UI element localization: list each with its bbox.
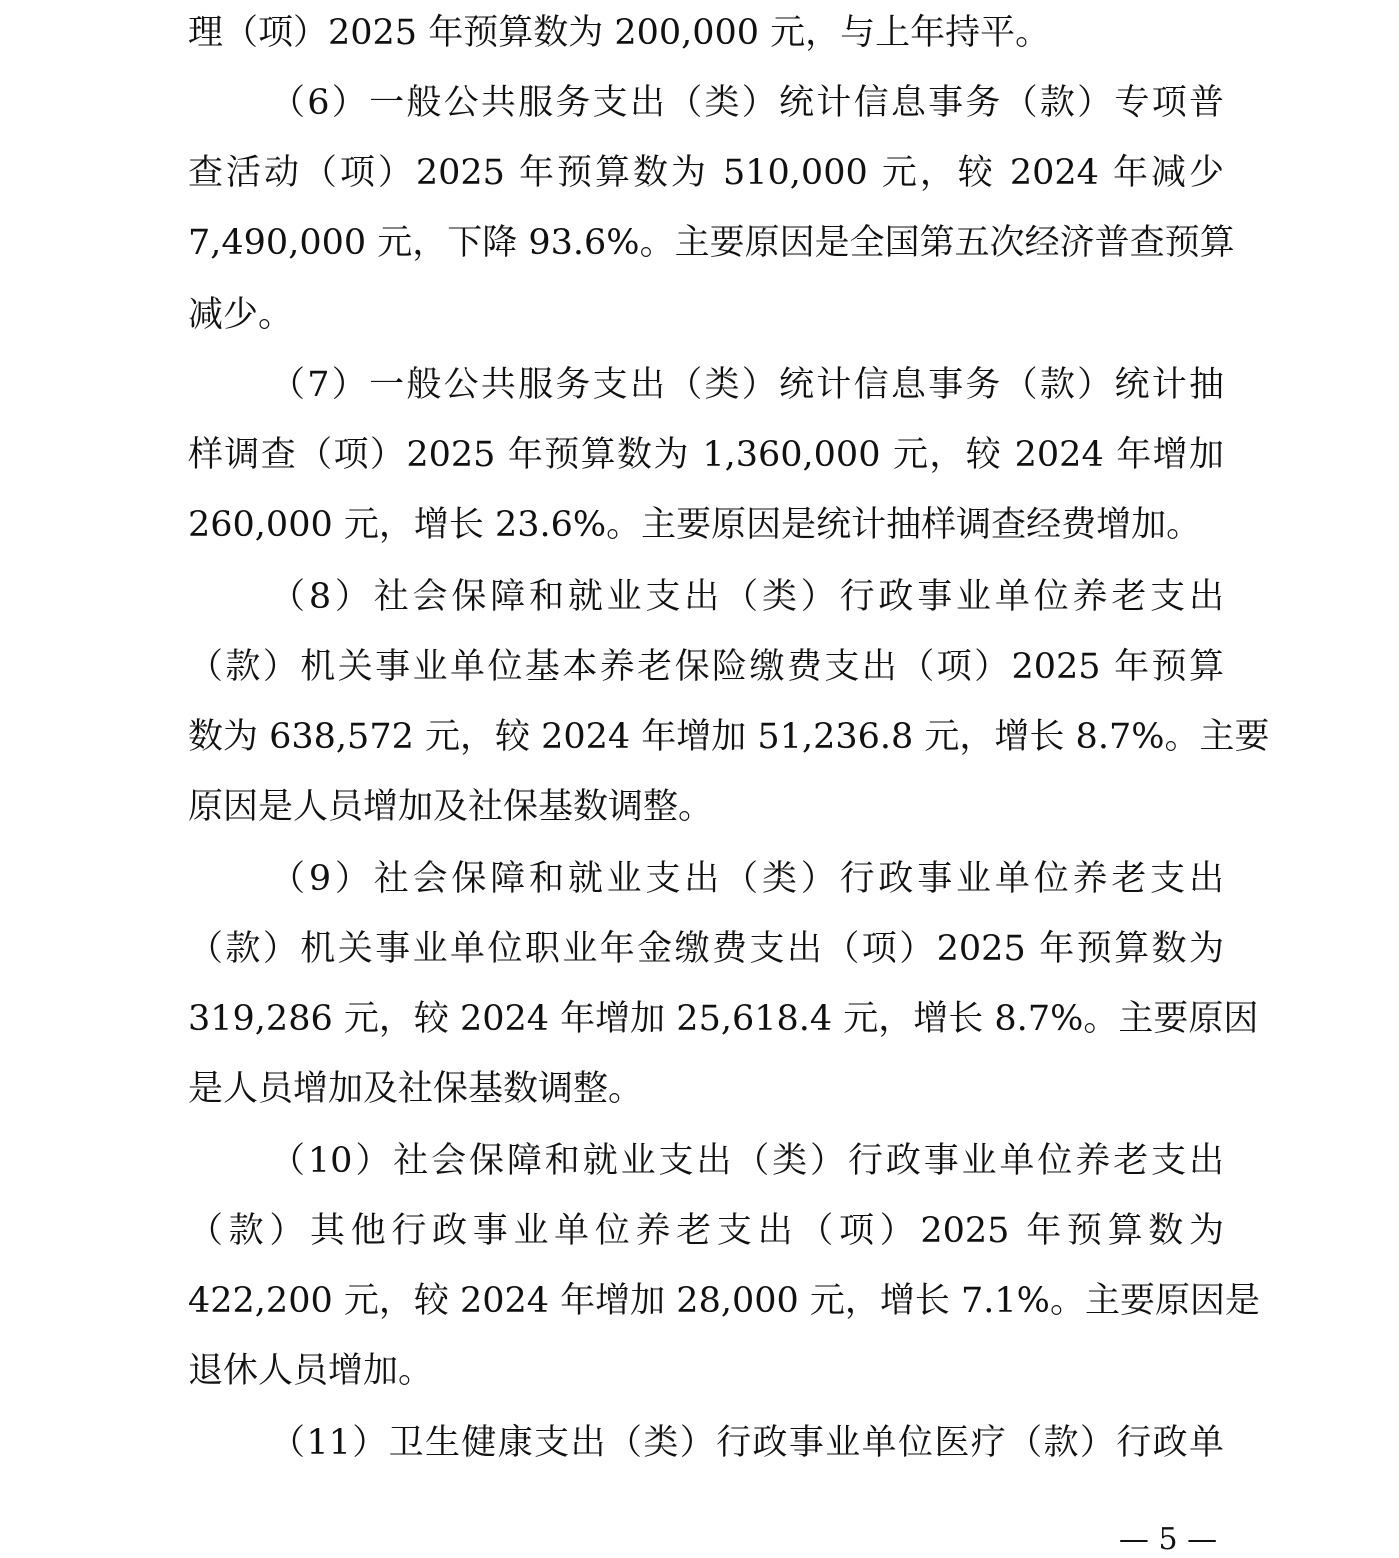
text-line: （9）社会保障和就业支出（类）行政事业单位养老支出 (270, 859, 1224, 899)
text-line: （10）社会保障和就业支出（类）行政事业单位养老支出 (270, 1141, 1224, 1181)
text-line: （款）其他行政事业单位养老支出（项）2025 年预算数为 (188, 1211, 1224, 1251)
text-line: （11）卫生健康支出（类）行政事业单位医疗（款）行政单 (270, 1423, 1224, 1463)
text-line: 数为 638,572 元，较 2024 年增加 51,236.8 元，增长 8.7%。主要 (188, 717, 1270, 757)
text-line: 319,286 元，较 2024 年增加 25,618.4 元，增长 8.7%。主要原因 (188, 999, 1259, 1039)
text-line: 422,200 元，较 2024 年增加 28,000 元，增长 7.1%。主要原因是 (188, 1281, 1260, 1321)
text-line: （6）一般公共服务支出（类）统计信息事务（款）专项普 (270, 83, 1224, 123)
text-line: （款）机关事业单位职业年金缴费支出（项）2025 年预算数为 (188, 929, 1224, 969)
text-line: 7,490,000 元，下降 93.6%。主要原因是全国第五次经济普查预算 (188, 223, 1235, 263)
text-line: 260,000 元，增长 23.6%。主要原因是统计抽样调查经费增加。 (188, 505, 1202, 545)
text-line: 退休人员增加。 (188, 1351, 434, 1391)
text-line: 查活动（项）2025 年预算数为 510,000 元，较 2024 年减少 (188, 153, 1224, 193)
text-line: 减少。 (188, 295, 294, 335)
text-line: 理（项）2025 年预算数为 200,000 元，与上年持平。 (188, 13, 1051, 53)
text-line: （7）一般公共服务支出（类）统计信息事务（款）统计抽 (270, 365, 1224, 405)
page-number: — 5 — (1118, 1522, 1218, 1557)
text-line: 样调查（项）2025 年预算数为 1,360,000 元，较 2024 年增加 (188, 435, 1224, 475)
text-line: （8）社会保障和就业支出（类）行政事业单位养老支出 (270, 577, 1224, 617)
text-line: （款）机关事业单位基本养老保险缴费支出（项）2025 年预算 (188, 647, 1224, 687)
text-line: 是人员增加及社保基数调整。 (188, 1069, 644, 1109)
text-line: 原因是人员增加及社保基数调整。 (188, 787, 714, 827)
